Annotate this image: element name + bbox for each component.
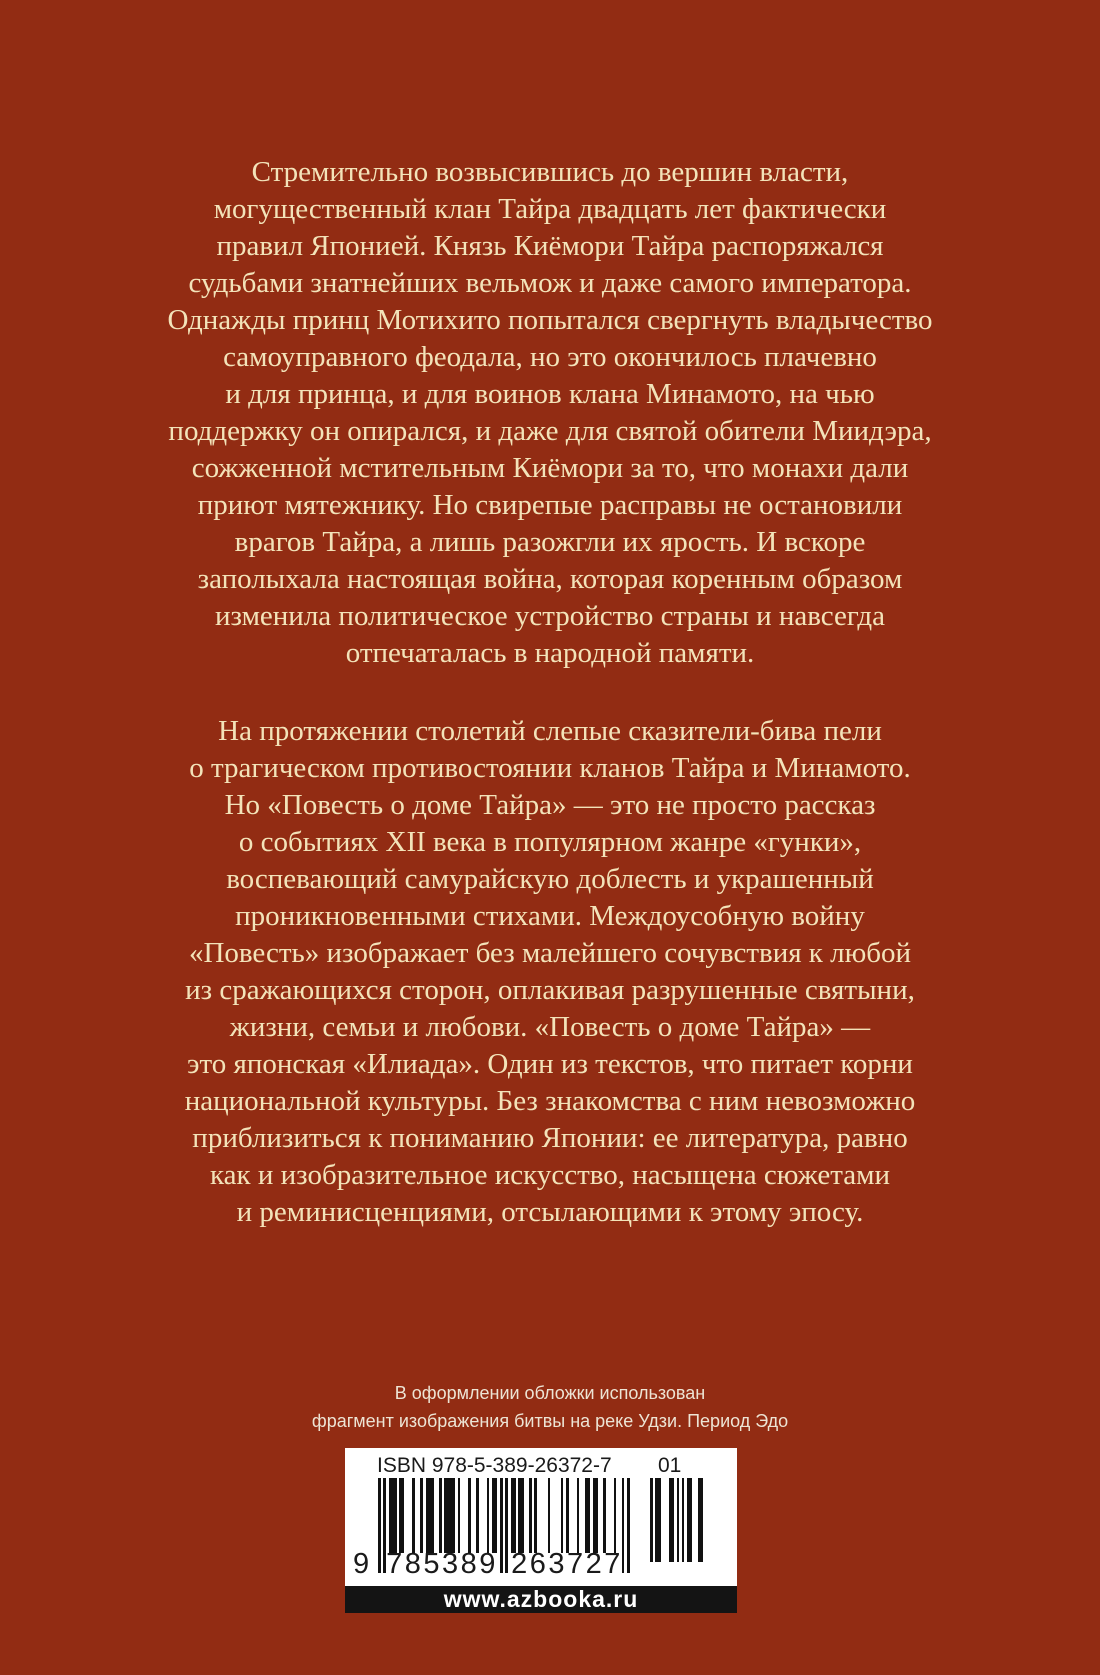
annotation-text [0,154,1100,1231]
text-line: и для принца, и для воинов клана Минамото, на чью [225,378,875,410]
text-line: приблизиться к пониманию Японии: ее литература, равно [192,1122,908,1154]
text-line: приют мятежнику. Но свирепые расправы не остановили [197,489,903,521]
text-line: «Повесть» изображает без малейшего сочувствия к любой [188,937,912,969]
text-line: о событиях XII века в популярном жанре «гунки», [238,826,862,858]
annotation-paragraph-2 [0,713,1100,1231]
text-line: проникновенными стихами. Междоусобную войну [235,900,865,932]
barcode-bar [518,1478,523,1553]
ean-right-digits: 263727 [511,1548,623,1580]
barcode-bar [378,1478,381,1573]
barcode-bar [577,1478,580,1553]
barcode-bar [505,1478,508,1573]
publisher-website: www.azbooka.ru [345,1586,737,1613]
text-line: самоуправного феодала, но это окончилось плачевно [223,341,877,373]
barcode-bar [426,1478,434,1553]
text-line: это японская «Илиада». Один из текстов, что питает корни [187,1048,913,1080]
annotation-paragraph-1 [0,154,1100,672]
text-line: отпечаталась в народной памяти. [345,637,755,669]
barcode-bar [614,1478,617,1553]
text-line: о трагическом противостоянии кланов Тайра и Минамото. [189,752,911,784]
barcode-bar [603,1478,606,1553]
barcode-bar [511,1478,516,1553]
ean-first-digit: 9 [353,1548,370,1580]
barcode-bar [687,1478,692,1562]
text-line: изменила политическое устройство страны и навсегда [215,600,885,632]
text-line: Но «Повесть о доме Тайра» — это не просто рассказ [224,789,876,821]
barcode-bar [627,1478,630,1573]
barcode-bar [677,1478,680,1562]
text-line: воспевающий самурайскую доблесть и украшенный [226,863,874,895]
barcode-bar [468,1478,471,1553]
ean-left-digits: 785389 [386,1548,498,1580]
text-line: Стремительно возвысившись до вершин власти, [251,156,849,188]
text-line: могущественный клан Тайра двадцать лет фактически [213,193,887,225]
text-line: и реминисценциями, отсылающими к этому эпосу. [236,1196,864,1228]
text-line: поддержку он опирался, и даже для святой обители Миидэра, [168,415,932,447]
text-line: как и изобразительное искусство, насыщена сюжетами [210,1159,890,1191]
barcode-bar [566,1478,569,1553]
isbn-number: ISBN 978-5-389-26372-7 [377,1454,612,1477]
barcode-bar [655,1478,660,1562]
barcode-bar [561,1478,564,1553]
barcode-bar [682,1478,685,1562]
text-line: фрагмент изображения битвы на реке Удзи. Период Эдо [311,1411,789,1431]
text-line: В оформлении обложки использован [394,1383,706,1403]
barcode-bar [698,1478,703,1562]
text-line: сожженной мстительным Киёмори за то, что монахи дали [191,452,909,484]
barcode-bar [492,1478,497,1553]
barcode-panel [345,1448,737,1586]
isbn-barcode-block [345,1448,737,1613]
barcode-bar [534,1478,537,1553]
text-line: врагов Тайра, а лишь разожгли их ярость. И вскоре [234,526,866,558]
barcode-bar [593,1478,598,1553]
text-line: заполыхала настоящая война, которая коренным образом [197,563,903,595]
text-line: правил Японией. Князь Киёмори Тайра распоряжался [216,230,884,262]
cover-credit [0,1379,1100,1435]
barcode-bar [389,1478,397,1553]
barcode-addon-code: 01 [658,1454,682,1477]
barcode-bar [500,1478,503,1573]
barcode-bar [439,1478,442,1553]
text-line: судьбами знатнейших вельмож и даже самого императора. [188,267,912,299]
text-line: из сражающихся сторон, оплакивая разрушенные святыни, [185,974,915,1006]
text-line: Однажды принц Мотихито попытался свергнуть владычество [167,304,933,336]
barcode-bar [476,1478,479,1553]
barcode-bar [458,1478,461,1553]
text-line: жизни, семьи и любови. «Повесть о доме Тайра» — [229,1011,871,1043]
barcode-bar [420,1478,423,1553]
ean2-addon-barcode [650,1478,703,1562]
text-line: На протяжении столетий слепые сказители-бива пели [218,715,882,747]
barcode-bar [669,1478,674,1562]
barcode-bar [487,1478,490,1553]
barcode-bar [529,1478,532,1553]
barcode-bar [412,1478,415,1553]
barcode-bar [444,1478,455,1553]
text-line: национальной культуры. Без знакомства с ним невозможно [184,1085,916,1117]
barcode-bar [548,1478,551,1553]
barcode-bar [650,1478,653,1562]
barcode-bar [399,1478,404,1553]
barcode-bar [585,1478,590,1553]
